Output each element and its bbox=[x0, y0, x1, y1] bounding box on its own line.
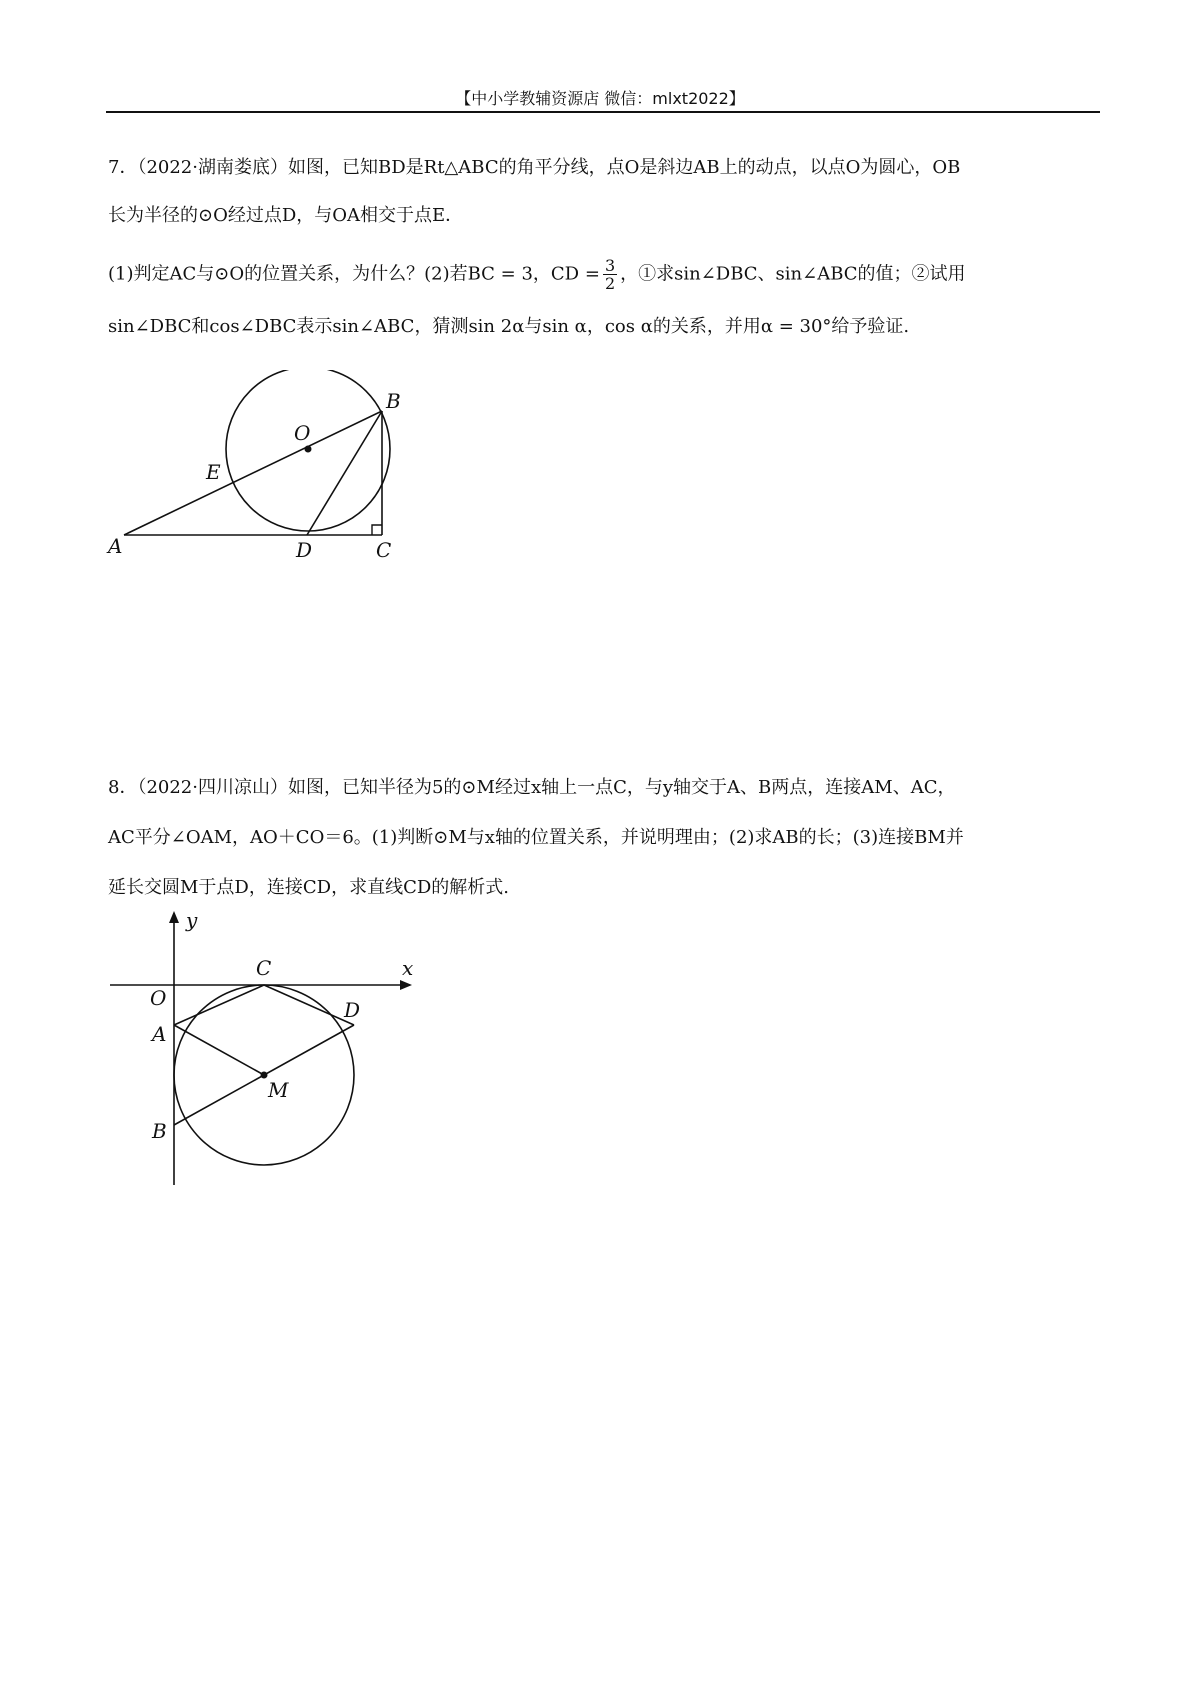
segment-cd bbox=[264, 985, 354, 1025]
label-a: A bbox=[152, 1022, 167, 1046]
center-dot-o bbox=[305, 446, 312, 453]
label-d: D bbox=[344, 998, 361, 1022]
problem7-line1: 7．（2022·湖南娄底）如图，已知BD是Rt△ABC的角平分线，点O是斜边AB上的动点，以点O为圆心，OB bbox=[108, 157, 961, 178]
label-c: C bbox=[256, 956, 272, 980]
label-b: B bbox=[152, 1119, 167, 1143]
label-m: M bbox=[268, 1078, 289, 1102]
segment-am bbox=[174, 1025, 264, 1075]
page-header: 【中小学教辅资源店 微信：mlxt2022】 bbox=[455, 89, 745, 108]
label-e: E bbox=[206, 460, 221, 484]
label-b: B bbox=[386, 389, 401, 413]
header-rule bbox=[106, 111, 1100, 113]
center-dot-m bbox=[261, 1072, 268, 1079]
problem7-line3-post: ，①求sin∠DBC、sin∠ABC的值；②试用 bbox=[620, 263, 966, 285]
label-x: x bbox=[402, 956, 414, 980]
label-o: O bbox=[150, 986, 167, 1010]
problem8-line1: 8．（2022·四川凉山）如图，已知半径为5的⊙M经过x轴上一点C，与y轴交于A、B两点，连接AM、AC， bbox=[108, 777, 956, 798]
problem8-line2: AC平分∠OAM，AO＋CO＝6。(1)判断⊙M与x轴的位置关系，并说明理由；(2)求AB的长；(3)连接BM并 bbox=[108, 827, 964, 848]
problem7-line2: 长为半径的⊙O经过点D，与OA相交于点E． bbox=[108, 205, 464, 226]
label-o: O bbox=[294, 421, 311, 445]
right-angle-mark bbox=[372, 525, 382, 535]
segment-ac bbox=[174, 985, 264, 1025]
label-d: D bbox=[296, 538, 313, 562]
problem7-line4: sin∠DBC和cos∠DBC表示sin∠ABC，猜测sin 2α与sin α，cos α的关系，并用α = 30°给予验证. bbox=[108, 316, 910, 337]
label-y: y bbox=[186, 908, 198, 932]
fraction-numerator: 3 bbox=[604, 256, 616, 275]
problem8-figure bbox=[100, 905, 420, 1195]
y-axis-arrow bbox=[169, 911, 179, 923]
fraction-three-halves bbox=[603, 257, 617, 292]
fraction-denominator: 2 bbox=[604, 274, 616, 293]
problem7-line3-pre: (1)判定AC与⊙O的位置关系，为什么？(2)若BC = 3，CD = bbox=[108, 263, 600, 285]
segment-ab bbox=[124, 411, 382, 535]
x-axis-arrow bbox=[400, 980, 412, 990]
label-a: A bbox=[108, 534, 123, 558]
problem8-line3: 延长交圆M于点D，连接CD，求直线CD的解析式. bbox=[108, 877, 509, 898]
problem7-line3 bbox=[108, 257, 966, 292]
label-c: C bbox=[376, 538, 392, 562]
problem7-figure bbox=[100, 370, 420, 570]
